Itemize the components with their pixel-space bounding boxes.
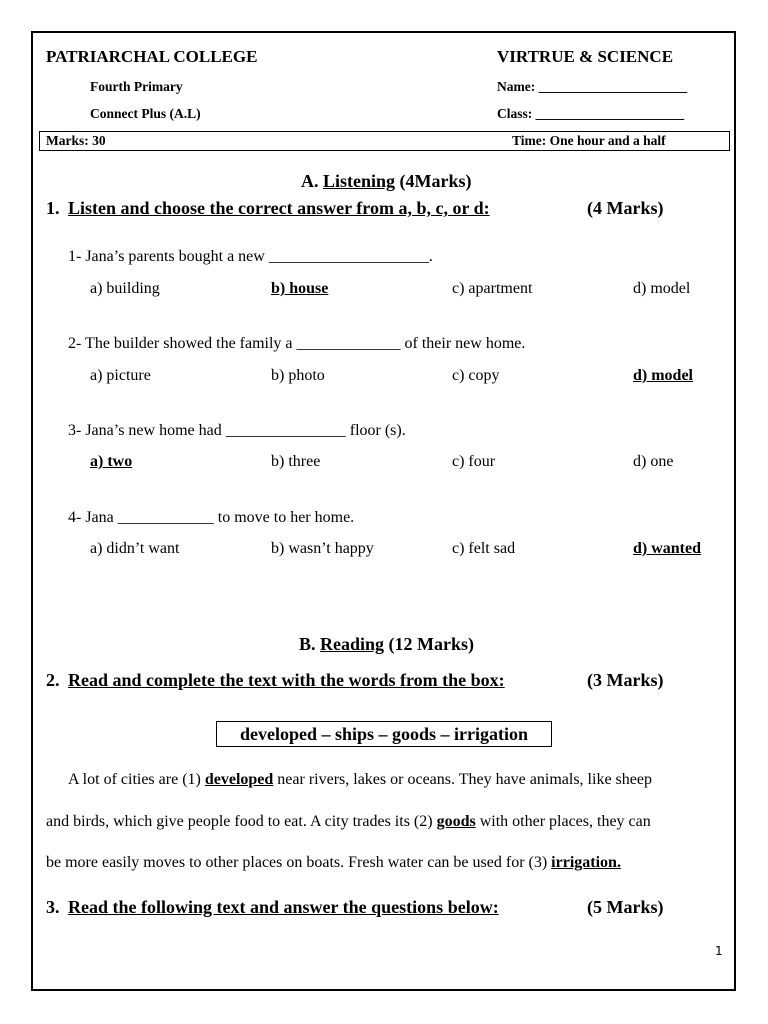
item-1-option-b-answer: b) house	[271, 280, 329, 297]
question-1-marks: (4 Marks)	[587, 198, 664, 218]
section-a-heading	[301, 171, 472, 192]
name-field: Name: ______________________	[497, 79, 688, 94]
question-3-instruction: Read the following text and answer the questions below:	[68, 897, 499, 917]
question-2-instruction: Read and complete the text with the words from the box:	[68, 670, 505, 690]
item-1-text: 1- Jana’s parents bought a new ____________________.	[68, 248, 433, 265]
section-b-heading	[299, 634, 474, 655]
item-3-option-a-answer: a) two	[90, 453, 133, 470]
answer-1: developed	[204, 771, 274, 788]
passage-line-1: A lot of cities are (1) developed near rivers, lakes or oceans. They have animals, like sheep	[68, 771, 652, 788]
item-3-text: 3- Jana’s new home had _______________ floor (s).	[68, 422, 406, 439]
subject-title: VIRTRUE & SCIENCE	[497, 47, 674, 66]
section-b-marks: (12 Marks)	[388, 634, 475, 654]
question-2-number: 2.	[46, 670, 60, 690]
exam-time: Time: One hour and a half	[512, 133, 666, 148]
item-1-option-d: d) model	[633, 280, 691, 297]
word-box: developed – ships – goods – irrigation	[216, 721, 552, 747]
class-field: Class: ______________________	[497, 106, 685, 121]
passage-line-3: be more easily moves to other places on boats. Fresh water can be used for (3) irrigation.	[46, 854, 621, 871]
item-3-option-b: b) three	[271, 453, 321, 470]
section-b-title: Reading	[320, 634, 385, 654]
item-2-option-b: b) photo	[271, 367, 325, 384]
item-3-option-d: d) one	[633, 453, 674, 470]
grade-label: Fourth Primary	[90, 79, 183, 94]
item-4-option-c: c) felt sad	[452, 540, 516, 557]
item-2-text: 2- The builder showed the family a _____________ of their new home.	[68, 335, 526, 352]
question-2-marks: (3 Marks)	[587, 670, 664, 690]
item-1-option-c: c) apartment	[452, 280, 533, 297]
item-4-option-a: a) didn’t want	[90, 540, 180, 557]
item-4-option-b: b) wasn’t happy	[271, 540, 374, 557]
section-a-letter: A.	[301, 171, 319, 191]
answer-3: irrigation.	[551, 854, 621, 871]
section-a-marks: (4Marks)	[399, 171, 472, 191]
total-marks: Marks: 30	[46, 133, 106, 148]
book-label: Connect Plus (A.L)	[90, 106, 201, 121]
question-3-marks: (5 Marks)	[587, 897, 664, 917]
answer-2: goods	[436, 813, 476, 830]
item-4-option-d-answer: d) wanted	[633, 540, 702, 557]
item-3-option-c: c) four	[452, 453, 496, 470]
section-b-letter: B.	[299, 634, 316, 654]
item-2-option-d-answer: d) model	[633, 367, 693, 384]
question-1-number: 1.	[46, 198, 60, 218]
page-number: 1	[715, 944, 723, 958]
question-1-instruction: Listen and choose the correct answer from a, b, c, or d:	[68, 198, 490, 218]
section-a-title: Listening	[323, 171, 396, 191]
school-name: PATRIARCHAL COLLEGE	[46, 47, 258, 66]
marks-time-bar	[39, 131, 730, 151]
question-3-number: 3.	[46, 897, 60, 917]
item-4-text: 4- Jana ____________ to move to her home.	[68, 509, 355, 526]
item-2-option-a: a) picture	[90, 367, 151, 384]
passage-line-2: and birds, which give people food to eat. A city trades its (2) goods with other places, they can	[46, 813, 651, 830]
item-2-option-c: c) copy	[452, 367, 500, 384]
item-1-option-a: a) building	[90, 280, 160, 297]
